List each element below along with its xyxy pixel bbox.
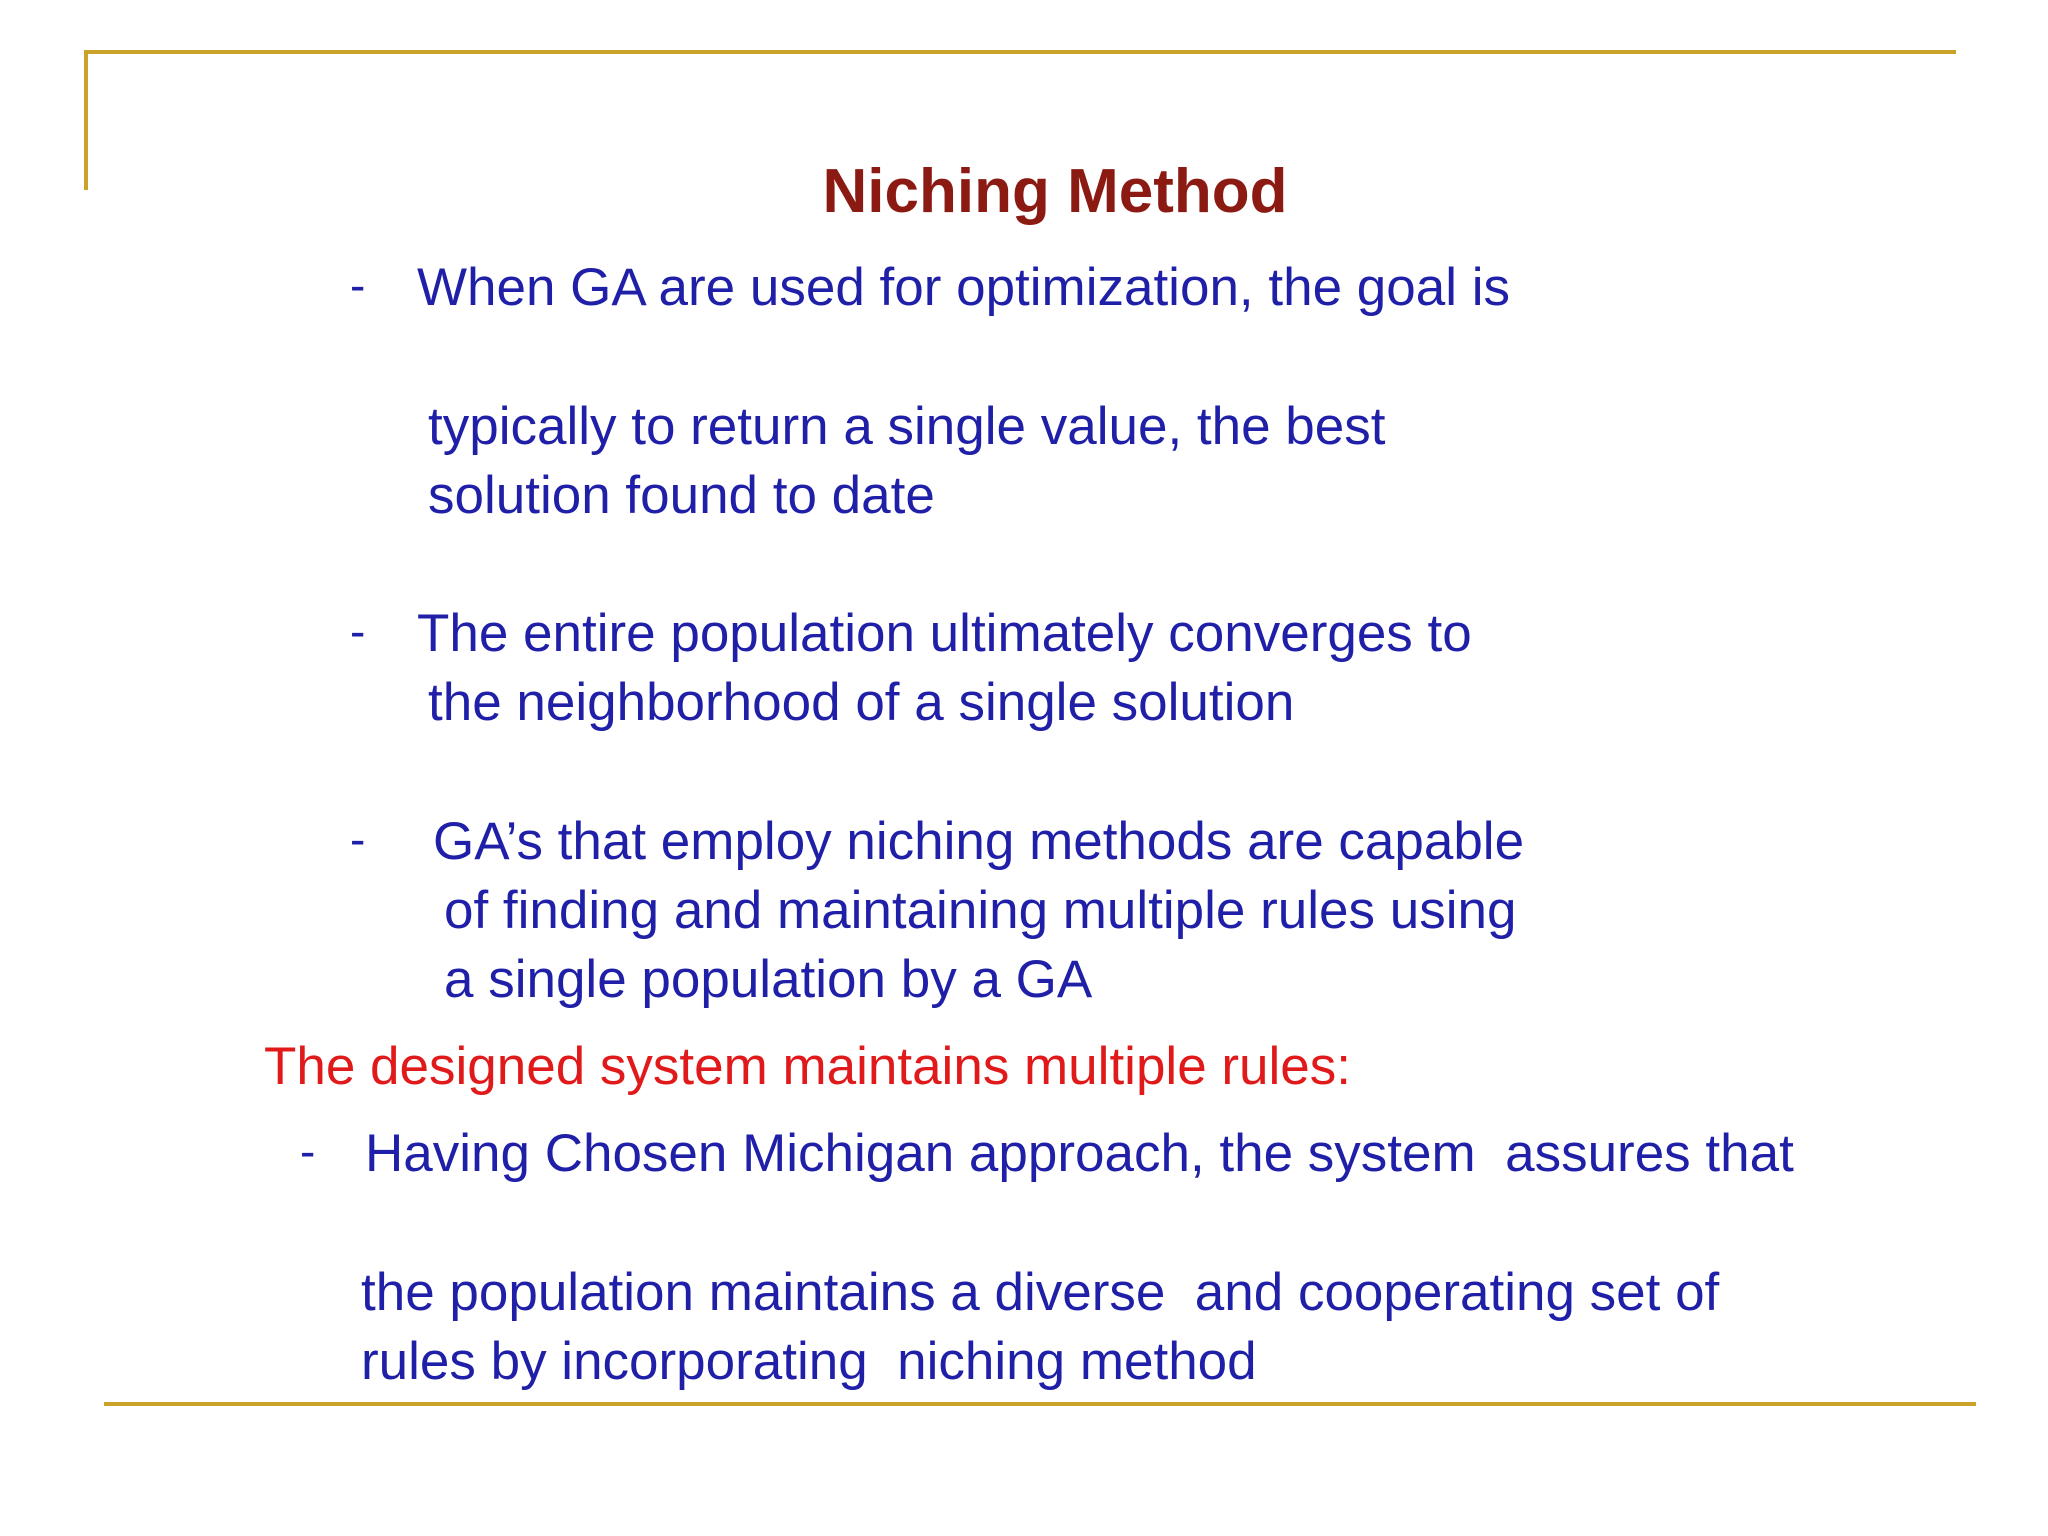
bullet-marker: - (350, 259, 366, 311)
bullet-2-line-2: the neighborhood of a single solution (428, 673, 1295, 732)
bullet-2-line-1: The entire population ultimately converges to (417, 604, 1472, 663)
bullet-3-line-1: GA’s that employ niching methods are capable (433, 812, 1525, 871)
bullet-marker: - (300, 1125, 316, 1177)
bullet-marker: - (350, 813, 366, 865)
sub-bullet-line-2: the population maintains a diverse and cooperating set of (361, 1263, 1720, 1322)
top-border-rule (84, 50, 1956, 54)
bullet-3-line-2: of finding and maintaining multiple rules using (444, 881, 1517, 940)
sub-bullet-line-3: rules by incorporating niching method (361, 1332, 1257, 1391)
bullet-marker: - (350, 605, 366, 657)
sub-bullet-line-1: Having Chosen Michigan approach, the system assures that (365, 1124, 1794, 1183)
bullet-1-line-1: When GA are used for optimization, the goal is (417, 258, 1510, 317)
bullet-3-line-3: a single population by a GA (444, 950, 1093, 1009)
bottom-border-rule (104, 1402, 1976, 1406)
bullet-1-line-3: solution found to date (428, 466, 935, 525)
bullet-1-line-2: typically to return a single value, the best (428, 397, 1386, 456)
slide-title: Niching Method (822, 157, 1288, 226)
highlight-statement: The designed system maintains multiple rules: (264, 1037, 1351, 1096)
